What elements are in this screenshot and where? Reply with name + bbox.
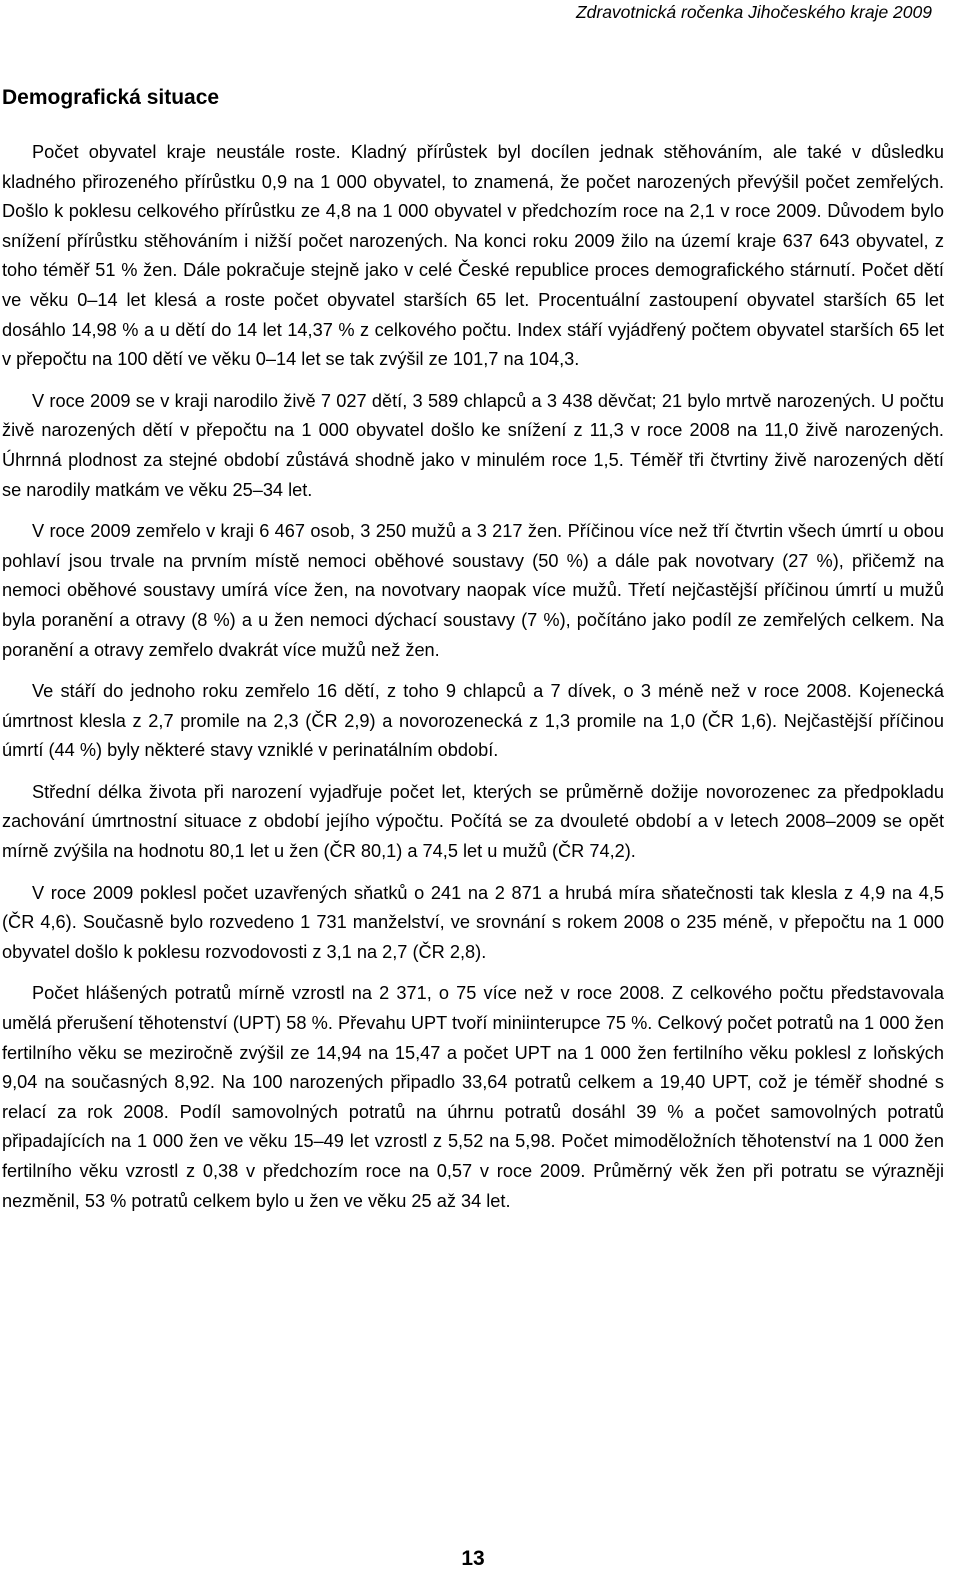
body-text bbox=[2, 138, 944, 1228]
paragraph-abortions: Počet hlášených potratů mírně vzrostl na 2 371, o 75 více než v roce 2008. Z celkového počtu představovala umělá přerušení těhotenství (UPT) 58 %. Převahu UPT tvoří miniinterupce 75 %. Celkový počet potratů na 1 000 žen fertilního věku se meziročně zvýšil ze 14,94 na 15,47 a počet UPT na 1 000 žen fertilního věku poklesl z loňských 9,04 na současných 8,92. Na 100 narozených připadlo 33,64 potratů celkem a 19,40 UPT, což je téměř shodné s relací za rok 2008. Podíl samovolných potratů na úhrnu potratů dosáhl 39 % a počet samovolných potratů připadajících na 1 000 žen ve věku 15–49 let vzrostl z 5,52 na 5,98. Počet mimoděložních těhotenství na 1 000 žen fertilního věku vzrostl z 0,38 v předchozím roce na 0,57 v roce 2009. Průměrný věk žen při potratu se výrazněji nezměnil, 53 % potratů celkem bylo u žen ve věku 25 až 34 let. bbox=[2, 983, 944, 1211]
paragraph-population: Počet obyvatel kraje neustále roste. Kladný přírůstek byl docílen jednak stěhováním, ale také v důsledku kladného přirozeného přírůstku 0,9 na 1 000 obyvatel, to znamená, že počet narozených převýšil počet zemřelých. Došlo k poklesu celkového přírůstku ze 4,8 na 1 000 obyvatel v předchozím roce na 2,1 v roce 2009. Důvodem bylo snížení přírůstku stěhováním i nižší počet narozených. Na konci roku 2009 žilo na území kraje 637 643 obyvatel, z toho téměř 51 % žen. Dále pokračuje stejně jako v celé České republice proces demografického stárnutí. Počet dětí ve věku 0–14 let klesá a roste počet obyvatel starších 65 let. Procentuální zastoupení obyvatel starších 65 let dosáhlo 14,98 % a u dětí do 14 let 14,37 % z celkového počtu. Index stáří vyjádřený počtem obyvatel starších 65 let v přepočtu na 100 dětí ve věku 0–14 let se tak zvýšil ze 101,7 na 104,3. bbox=[2, 142, 944, 370]
page-number: 13 bbox=[461, 1547, 485, 1570]
paragraph-deaths: V roce 2009 zemřelo v kraji 6 467 osob, 3 250 mužů a 3 217 žen. Příčinou více než tří čtvrtin všech úmrtí u obou pohlaví jsou trvale na prvním místě nemoci oběhové soustavy (50 %) a dále pak novotvary (27 %), přičemž na nemoci oběhové soustavy umírá více žen, na novotvary naopak více mužů. Třetí nejčastější příčinou úmrtí u mužů byla poranění a otravy (8 %) a u žen nemoci dýchací soustavy (7 %), počítáno jako podíl ze zemřelých celkem. Na poranění a otravy zemřelo dvakrát více mužů než žen. bbox=[2, 521, 944, 660]
paragraph-births: V roce 2009 se v kraji narodilo živě 7 027 dětí, 3 589 chlapců a 3 438 děvčat; 21 bylo mrtvě narozených. U počtu živě narozených dětí v přepočtu na 1 000 obyvatel došlo ke snížení z 11,3 v roce 2008 na 11,0 živě narozených. Úhrnná plodnost za stejné období zůstává shodně jako v minulém roce 1,5. Téměř tři čtvrtiny živě narozených dětí se narodily matkám ve věku 25–34 let. bbox=[2, 390, 944, 500]
paragraph-marriages-divorces: V roce 2009 poklesl počet uzavřených sňatků o 241 na 2 871 a hrubá míra sňatečnosti tak klesla z 4,9 na 4,5 (ČR 4,6). Současně bylo rozvedeno 1 731 manželství, ve srovnání s rokem 2008 o 235 méně, v přepočtu na 1 000 obyvatel došlo k poklesu rozvodovosti z 3,1 na 2,7 (ČR 2,8). bbox=[2, 882, 944, 962]
paragraph-infant-mortality: Ve stáří do jednoho roku zemřelo 16 dětí, z toho 9 chlapců a 7 dívek, o 3 méně než v roce 2008. Kojenecká úmrtnost klesla z 2,7 promile na 2,3 (ČR 2,9) a novorozenecká z 1,3 promile na 1,0 (ČR 1,6). Nejčastější příčinou úmrtí (44 %) byly některé stavy vzniklé v perinatálním období. bbox=[2, 681, 944, 761]
running-header: Zdravotnická ročenka Jihočeského kraje 2009 bbox=[575, 2, 932, 22]
section-title: Demografická situace bbox=[2, 86, 220, 109]
paragraph-life-expectancy: Střední délka života při narození vyjadřuje počet let, kterých se průměrně dožije novorozenec za předpokladu zachování úmrtnostní situace z období jejího výpočtu. Počítá se za dvouleté období a v letech 2008–2009 se opět mírně zvýšila na hodnotu 80,1 let u žen (ČR 80,1) a 74,5 let u mužů (ČR 74,2). bbox=[2, 781, 944, 862]
